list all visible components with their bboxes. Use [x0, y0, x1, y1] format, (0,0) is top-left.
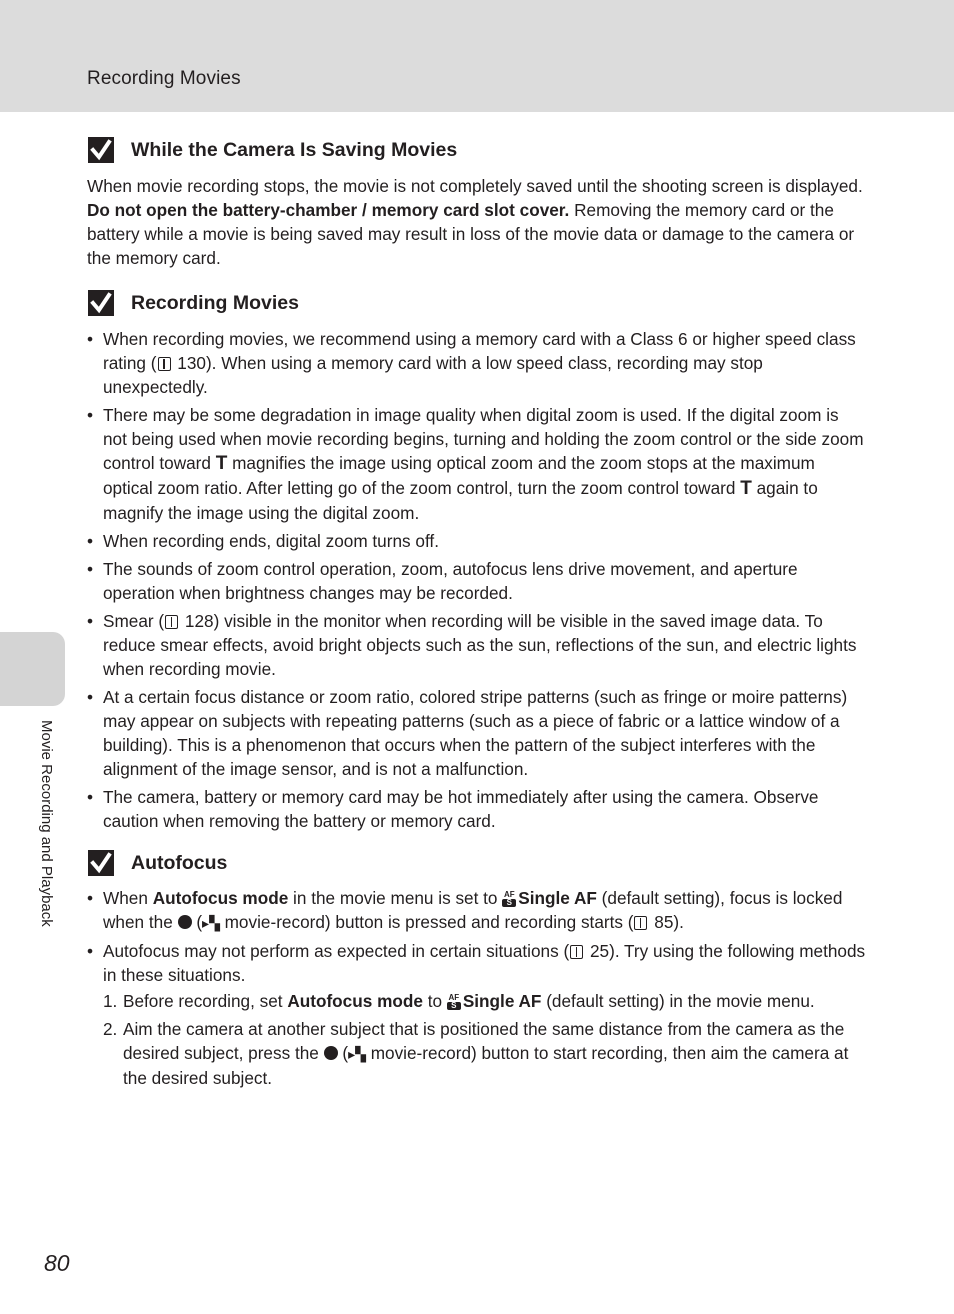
header-title: Recording Movies	[87, 68, 241, 89]
book-reference-icon	[165, 615, 178, 629]
numbered-item: 2. Aim the camera at another subject that is positioned the same distance from the camera as the desired subject, press the (▸▚ movie-record) button to start recording, then aim the camera at the desired subject.	[103, 1019, 849, 1088]
section-title: Recording Movies	[131, 291, 299, 314]
record-button-icon	[178, 915, 192, 929]
page-header	[0, 0, 954, 112]
list-item: • At a certain focus distance or zoom ratio, colored stripe patterns (such as fringe or moire patterns) may appear on subjects with repeating patterns (such as a piece of fabric or a lattice window of a building). This is a phenomenon that occurs when the pattern of the subject interferes with the alignment of the image sensor, and is not a malfunction.	[87, 685, 867, 781]
check-note-icon	[88, 850, 114, 876]
autofocus-bullet-list	[87, 886, 867, 1094]
book-reference-icon	[570, 945, 583, 959]
chapter-tab	[0, 632, 65, 706]
tele-icon: T	[215, 453, 228, 474]
section-heading-recording	[88, 287, 299, 319]
record-button-icon	[324, 1046, 338, 1060]
tele-icon: T	[740, 478, 752, 499]
movie-camera-icon: ▸▚	[348, 1046, 366, 1062]
list-item: • The camera, battery or memory card may be hot immediately after using the camera. Observe caution when removing the battery or memory card.	[87, 785, 867, 833]
book-reference-icon	[158, 357, 171, 371]
list-item: • When Autofocus mode in the movie menu is set to AF S Single AF (default setting), focus is locked when the (▸▚ movie-record) button is pressed and recording starts ( 85).	[87, 886, 867, 935]
chapter-label: Movie Recording and Playback	[38, 720, 55, 927]
list-item: • Smear ( 128) visible in the monitor when recording will be visible in the saved image data. To reduce smear effects, avoid bright objects such as the sun, reflections of the sun, and electric lights when recording movie.	[87, 609, 867, 681]
warning-text: Do not open the battery-chamber / memory card slot cover.	[87, 200, 570, 220]
recording-bullet-list	[87, 327, 867, 837]
numbered-item: 1. Before recording, set Autofocus mode to AF S Single AF (default setting) in the movie menu.	[103, 991, 815, 1011]
check-note-icon	[88, 290, 114, 316]
list-item: • There may be some degradation in image quality when digital zoom is used. If the digital zoom is not being used when movie recording begins, turning and holding the zoom control or the side zoom control toward T magnifies the image using optical zoom and the zoom stops at the maximum optical zoom ratio. After letting go of the zoom control, turn the zoom control toward T again to magnify the image using the digital zoom.	[87, 403, 867, 525]
movie-camera-icon: ▸▚	[202, 915, 220, 931]
single-af-icon: AF S	[503, 890, 515, 907]
numbered-list	[103, 989, 867, 1090]
section-title: Autofocus	[131, 851, 228, 874]
single-af-icon: AF S	[448, 993, 460, 1010]
saving-paragraph: When movie recording stops, the movie is not completely saved until the shooting screen is displayed. Do not open the battery-chamber / memory card slot cover. Removing the memory card or the battery while a movie is being saved may result in loss of the movie data or damage to the camera or the memory card.	[87, 176, 863, 268]
list-item: • The sounds of zoom control operation, zoom, autofocus lens drive movement, and aperture operation when brightness changes may be recorded.	[87, 557, 867, 605]
section-heading-autofocus	[88, 847, 227, 879]
check-note-icon	[88, 137, 114, 163]
list-item: • Autofocus may not perform as expected in certain situations ( 25). Try using the following methods in these situations. 1. Before recording, set Autofocus mode to AF S Single AF (default setting) in the movie menu. 2. Aim the camera at another subject that is positioned the same distance from the camera as the desired subject, press the (▸▚ movie-record) button to start recording, then aim the camera at the desired subject.	[87, 939, 867, 1090]
list-item: • When recording movies, we recommend using a memory card with a Class 6 or higher speed class rating ( 130). When using a memory card with a low speed class, recording may stop unexpectedly.	[87, 327, 867, 399]
page-number: 80	[44, 1250, 70, 1276]
list-item: • When recording ends, digital zoom turns off.	[87, 529, 867, 553]
section-heading-saving	[88, 134, 457, 166]
section-title: While the Camera Is Saving Movies	[131, 138, 458, 161]
book-reference-icon	[634, 916, 647, 930]
